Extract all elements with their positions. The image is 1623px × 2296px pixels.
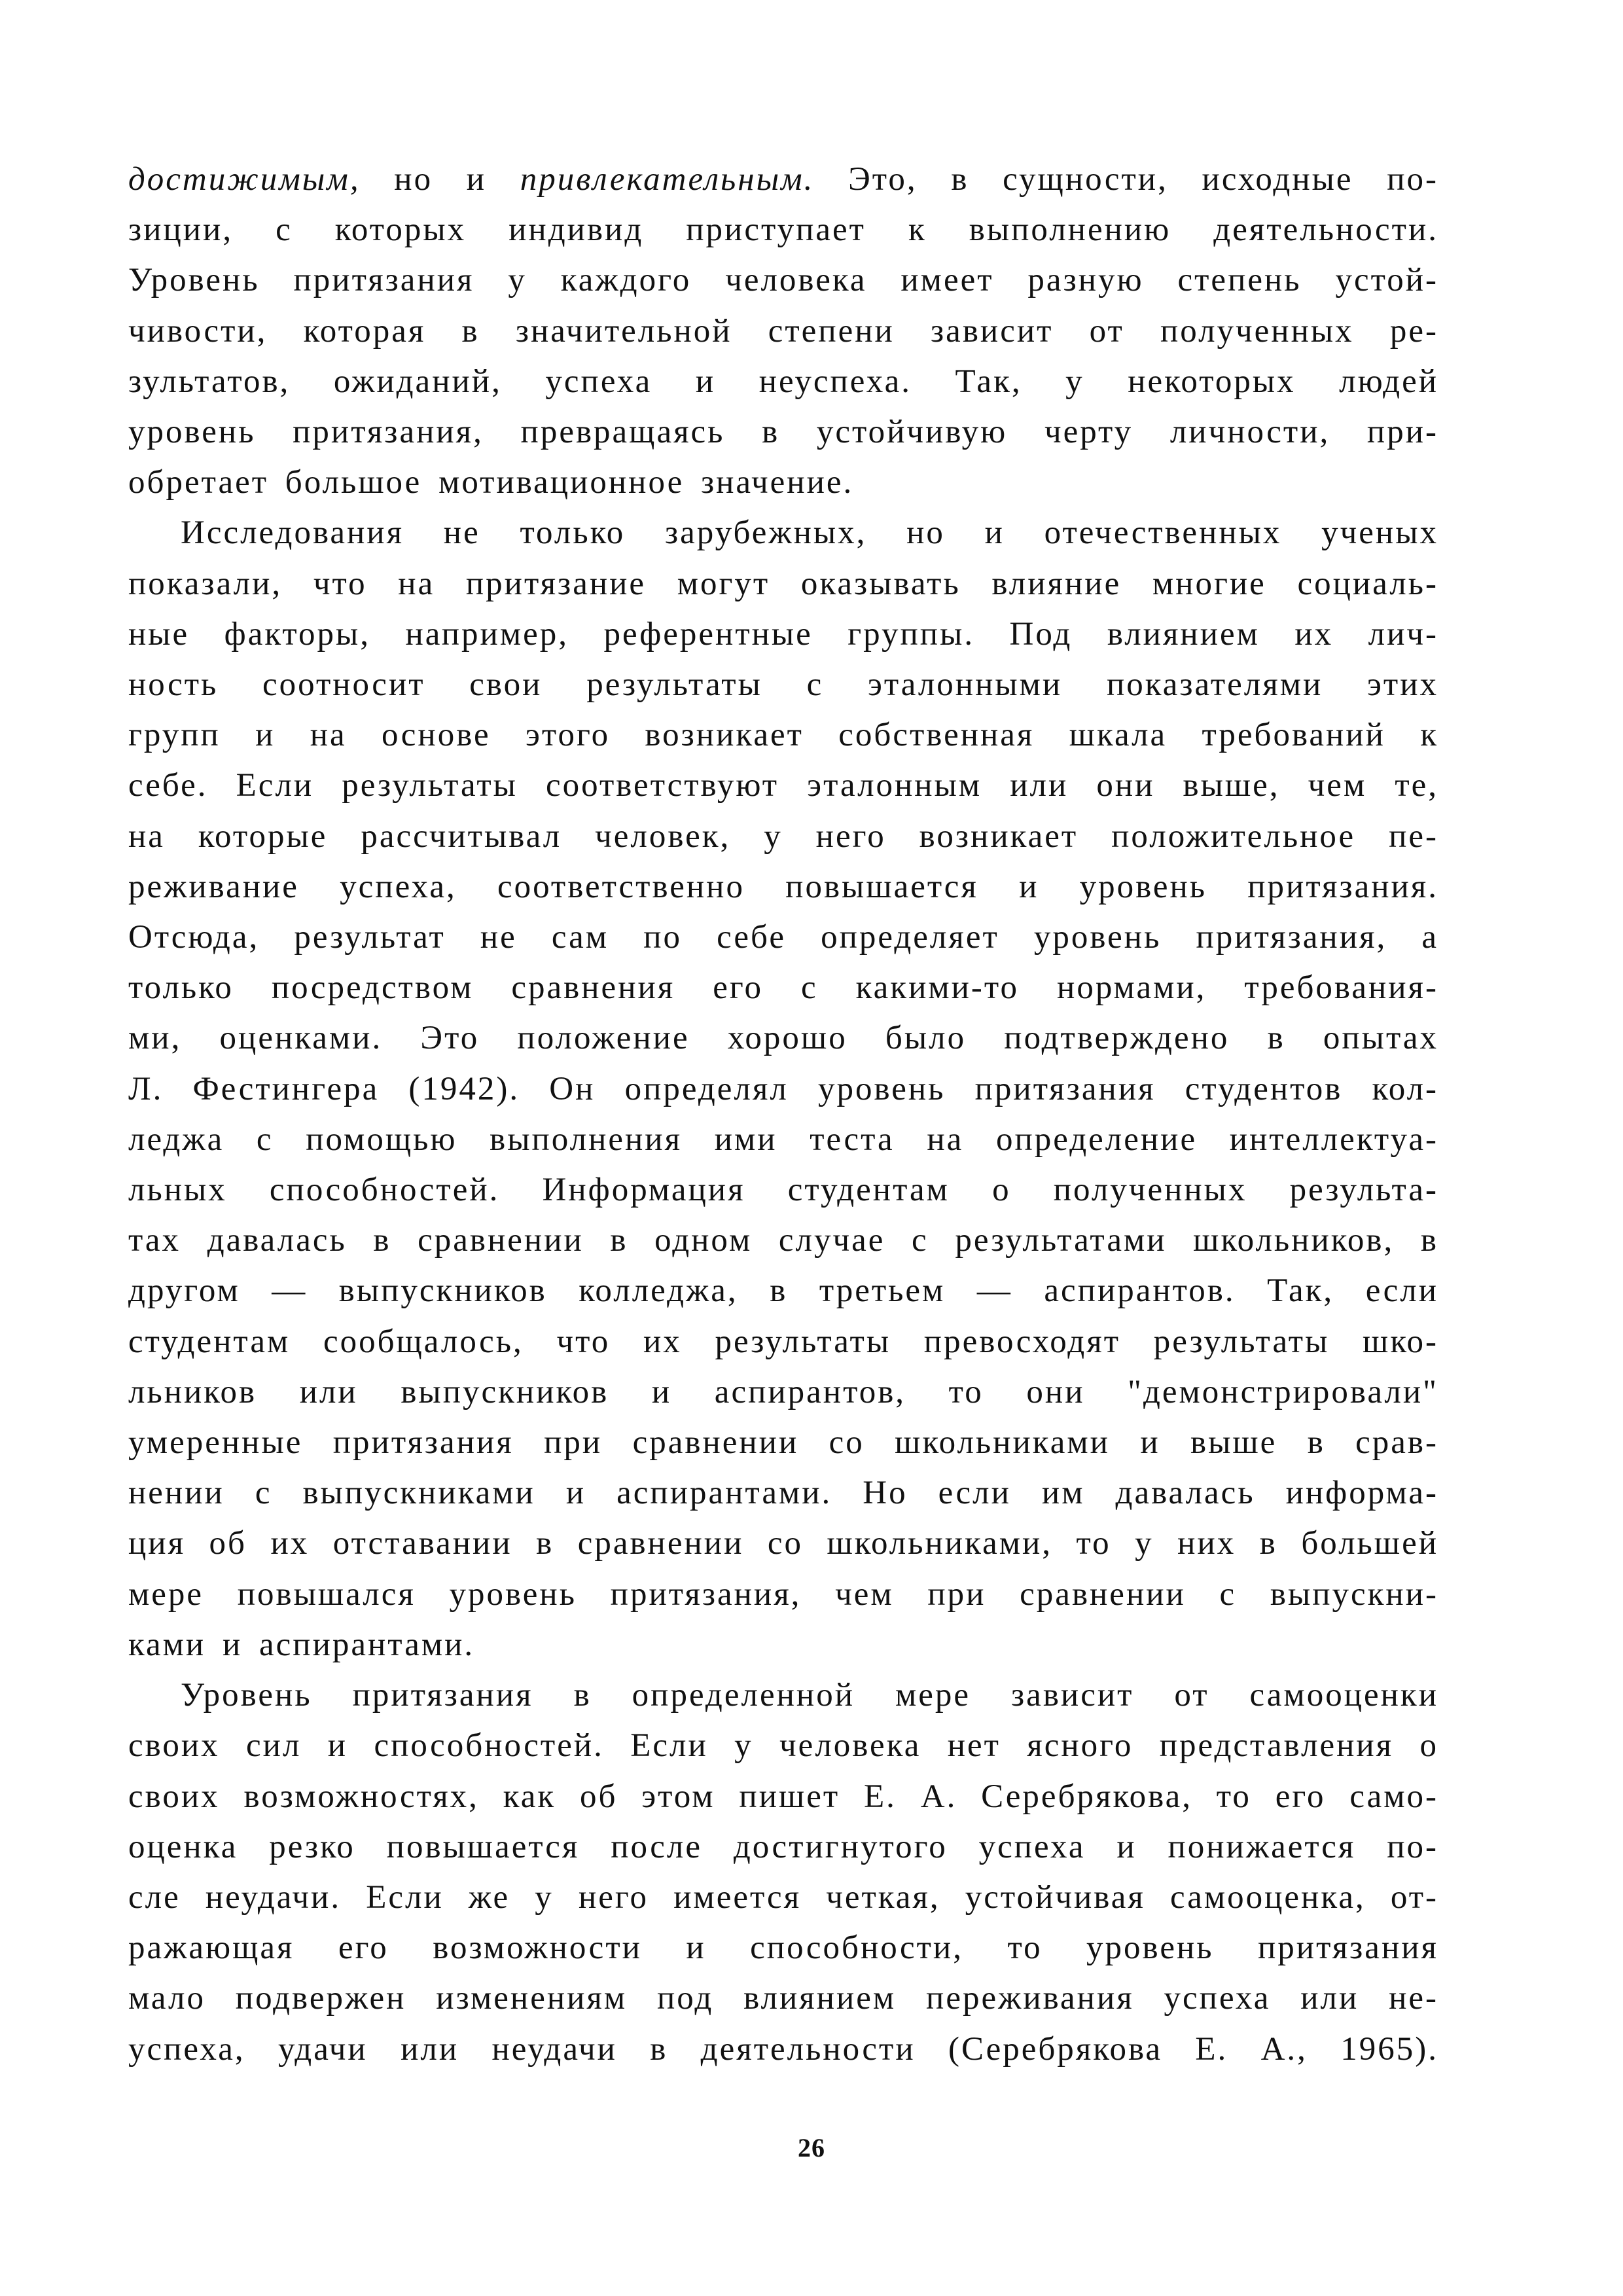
- text-line: мере повышался уровень притязания, чем при сравнении с выпускни-: [128, 1575, 1438, 1613]
- text-span: Это, в сущности, исходные по-: [814, 161, 1438, 198]
- text-span: но и: [360, 161, 520, 198]
- text-line: тах давалась в сравнении в одном случае с результатами школьников, в: [128, 1222, 1438, 1259]
- paragraph-2: [128, 508, 1438, 1670]
- italic-word: привлекательным.: [520, 161, 815, 198]
- text-line: Исследования не только зарубежных, но и отечественных ученых: [181, 514, 1438, 552]
- text-line: студентам сообщалось, что их результаты превосходят результаты шко-: [128, 1323, 1438, 1360]
- text-line: ные факторы, например, референтные группы. Под влиянием их лич-: [128, 615, 1438, 653]
- text-line: оценка резко повышается после достигнутого успеха и понижается по-: [128, 1828, 1438, 1865]
- text-line: другом — выпускников колледжа, в третьем — аспирантов. Так, если: [128, 1272, 1438, 1310]
- text-line: ность соотносит свои результаты с эталонными показателями этих: [128, 666, 1438, 704]
- text-line: Уровень притязания у каждого человека имеет разную степень устой-: [128, 262, 1438, 299]
- text-line: мало подвержен изменениям под влиянием переживания успеха или не-: [128, 1980, 1438, 2017]
- text-line: Уровень притязания в определенной мере зависит от самооценки: [181, 1677, 1438, 1714]
- text-line: [128, 154, 1438, 205]
- body-text: [128, 154, 1438, 2075]
- text-line: Л. Фестингера (1942). Он определял уровень притязания студентов кол-: [128, 1070, 1438, 1107]
- text-line: чивости, которая в значительной степени зависит от полученных ре-: [128, 312, 1438, 350]
- text-line: обретает большое мотивационное значение.: [128, 464, 854, 501]
- text-line: льных способностей. Информация студентам о полученных результа-: [128, 1172, 1438, 1209]
- text-line: только посредством сравнения его с какими-то нормами, требования-: [128, 969, 1438, 1007]
- text-line: умеренные притязания при сравнении со школьниками и выше в срав-: [128, 1424, 1438, 1462]
- text-line: сле неудачи. Если же у него имеется четкая, устойчивая самооценка, от-: [128, 1878, 1438, 1916]
- text-line: Отсюда, результат не сам по себе определяет уровень притязания, а: [128, 919, 1438, 956]
- text-line: своих возможностях, как об этом пишет Е. А. Серебрякова, то его само-: [128, 1778, 1438, 1815]
- text-line: своих сил и способностей. Если у человека нет ясного представления о: [128, 1727, 1438, 1765]
- text-line: ми, оценками. Это положение хорошо было подтверждено в опытах: [128, 1020, 1438, 1057]
- text-line: ками и аспирантами.: [128, 1626, 475, 1663]
- text-line: себе. Если результаты соответствуют эталонным или они выше, чем те,: [128, 767, 1438, 804]
- text-line: зиции, с которых индивид приступает к выполнению деятельности.: [128, 211, 1438, 249]
- paragraph-3: [128, 1670, 1438, 2075]
- text-line: на которые рассчитывал человек, у него возникает положительное пе-: [128, 817, 1438, 855]
- text-line: ция об их отставании в сравнении со школьниками, то у них в большей: [128, 1525, 1438, 1562]
- text-line: льников или выпускников и аспирантов, то они "демонстрировали": [128, 1373, 1438, 1410]
- text-line: показали, что на притязание могут оказывать влияние многие социаль-: [128, 565, 1438, 602]
- italic-word: достижимым,: [128, 161, 361, 198]
- text-line: уровень притязания, превращаясь в устойчивую черту личности, при-: [128, 414, 1438, 451]
- text-line: реживание успеха, соответственно повышается и уровень притязания.: [128, 868, 1438, 905]
- text-line: ражающая его возможности и способности, то уровень притязания: [128, 1929, 1438, 1967]
- text-line: леджа с помощью выполнения ими теста на определение интеллектуа-: [128, 1121, 1438, 1158]
- page-number: 26: [798, 2133, 825, 2162]
- paragraph-1: [128, 154, 1438, 508]
- text-line: зультатов, ожиданий, успеха и неуспеха. Так, у некоторых людей: [128, 363, 1438, 400]
- text-line: успеха, удачи или неудачи в деятельности (Серебрякова Е. А., 1965).: [128, 2030, 1438, 2068]
- text-line: нении с выпускниками и аспирантами. Но если им давалась информа-: [128, 1475, 1438, 1512]
- text-line: групп и на основе этого возникает собственная шкала требований к: [128, 717, 1438, 754]
